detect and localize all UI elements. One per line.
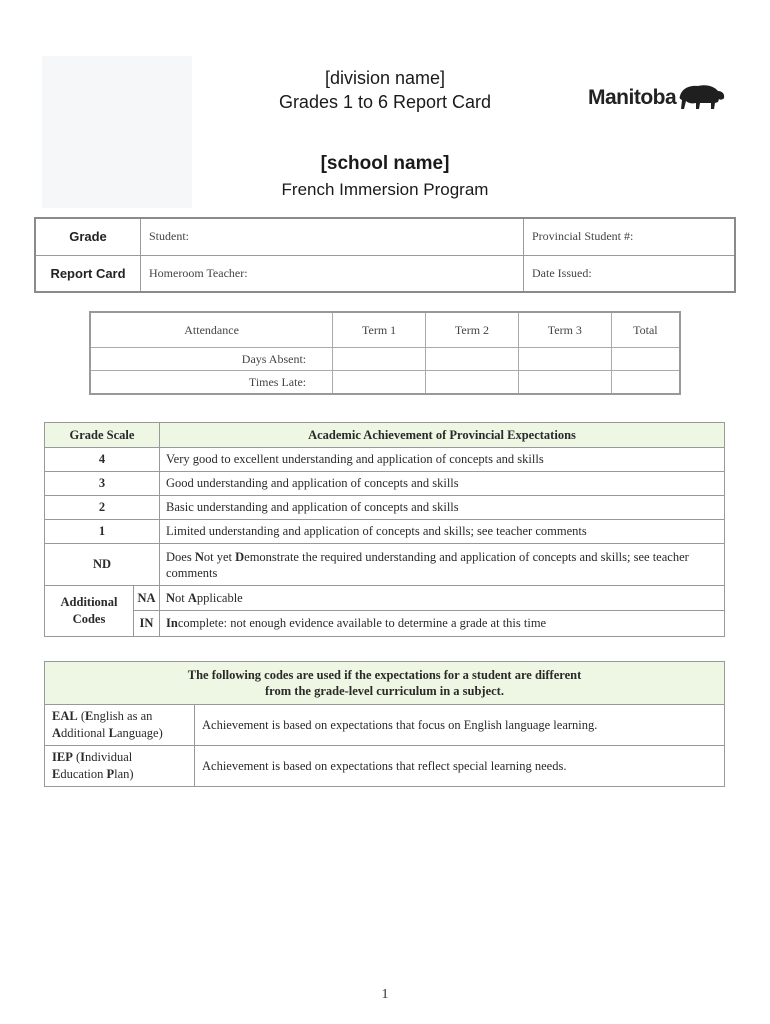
manitoba-logo (588, 80, 728, 114)
provincial-student-field[interactable]: Provincial Student #: (524, 218, 736, 255)
bison-icon (678, 82, 726, 112)
total-header: Total (611, 312, 680, 348)
grade-scale-table (44, 422, 725, 637)
days-absent-label: Days Absent: (90, 348, 333, 371)
program-name: French Immersion Program (281, 180, 489, 199)
grade-4-desc: Very good to excellent understanding and application of concepts and skills (160, 448, 725, 472)
in-code: IN (134, 611, 160, 637)
term1-header: Term 1 (333, 312, 426, 348)
in-desc: Incomplete: not enough evidence available to determine a grade at this time (160, 611, 725, 637)
grade-2: 2 (45, 496, 160, 520)
report-card-label: Report Card (35, 255, 141, 292)
na-code: NA (134, 586, 160, 611)
grade-3: 3 (45, 472, 160, 496)
days-absent-term3[interactable] (518, 348, 611, 371)
grade-1: 1 (45, 520, 160, 544)
grade-3-desc: Good understanding and application of concepts and skills (160, 472, 725, 496)
days-absent-total[interactable] (611, 348, 680, 371)
times-late-term2[interactable] (426, 371, 519, 395)
school-name: [school name] (320, 153, 450, 174)
student-info-table (34, 217, 736, 293)
grade-label: Grade (35, 218, 141, 255)
attendance-header: Attendance (90, 312, 333, 348)
iep-label: IEP (Individual Education Plan) (45, 746, 195, 787)
na-desc: Not Applicable (160, 586, 725, 611)
attendance-table (89, 311, 681, 395)
achievement-header: Academic Achievement of Provincial Expectations (160, 423, 725, 448)
homeroom-teacher-field[interactable]: Homeroom Teacher: (141, 255, 524, 292)
codes-header: The following codes are used if the expectations for a student are different from the grade-level curriculum in a subject. (45, 662, 725, 705)
page-number: 1 (381, 987, 389, 1002)
times-late-total[interactable] (611, 371, 680, 395)
date-issued-field[interactable]: Date Issued: (524, 255, 736, 292)
term3-header: Term 3 (518, 312, 611, 348)
times-late-label: Times Late: (90, 371, 333, 395)
times-late-term1[interactable] (333, 371, 426, 395)
additional-codes-label: Additional Codes (45, 586, 134, 637)
grade-nd-desc: Does Not yet Demonstrate the required understanding and application of concepts and skills; see teacher comments (160, 544, 725, 586)
iep-desc: Achievement is based on expectations that reflect special learning needs. (195, 746, 725, 787)
eal-label: EAL (English as an Additional Language) (45, 705, 195, 746)
curriculum-codes-table (44, 661, 725, 787)
photo-placeholder (42, 56, 192, 208)
division-name: [division name] (324, 68, 446, 88)
report-title: Grades 1 to 6 Report Card (278, 92, 492, 112)
eal-desc: Achievement is based on expectations that focus on English language learning. (195, 705, 725, 746)
grade-nd: ND (45, 544, 160, 586)
days-absent-term2[interactable] (426, 348, 519, 371)
grade-2-desc: Basic understanding and application of concepts and skills (160, 496, 725, 520)
student-field[interactable]: Student: (141, 218, 524, 255)
term2-header: Term 2 (426, 312, 519, 348)
grade-1-desc: Limited understanding and application of concepts and skills; see teacher comments (160, 520, 725, 544)
days-absent-term1[interactable] (333, 348, 426, 371)
grade-4: 4 (45, 448, 160, 472)
times-late-term3[interactable] (518, 371, 611, 395)
logo-text: Manitoba (588, 86, 677, 109)
grade-scale-header: Grade Scale (45, 423, 160, 448)
